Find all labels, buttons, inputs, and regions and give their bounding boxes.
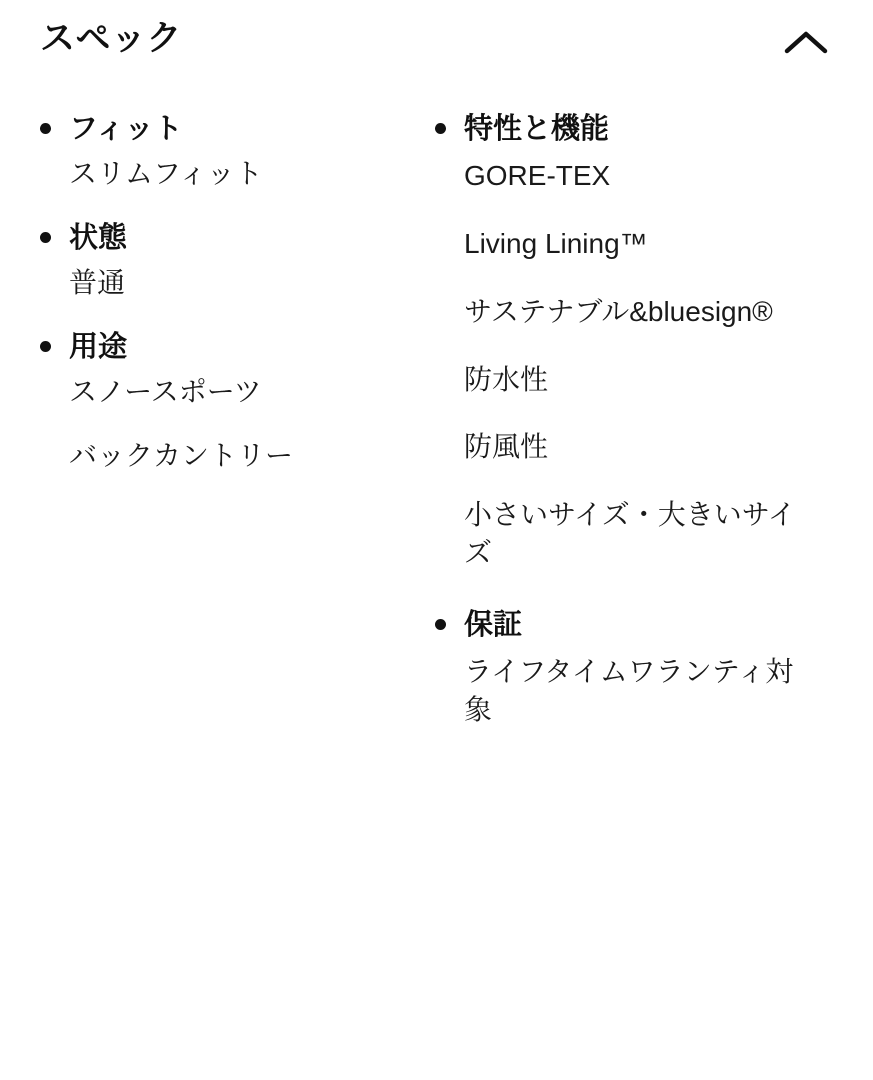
- spec-group-header: [40, 219, 425, 258]
- spec-group-values: [40, 373, 425, 475]
- spec-value: Living Lining™: [464, 227, 648, 259]
- spec-value: スリムフィット: [69, 158, 263, 190]
- spec-column-right: [435, 110, 833, 762]
- spec-section-header[interactable]: [40, 18, 833, 80]
- chevron-up-glyph: [784, 29, 828, 55]
- spec-value: ライフタイムワランティ対象: [464, 655, 794, 725]
- spec-group-values: [40, 264, 425, 302]
- spec-group-fit: [40, 110, 425, 193]
- spec-group-condition: [40, 219, 425, 302]
- spec-group-header: [40, 328, 425, 367]
- spec-group-values: [40, 155, 425, 193]
- bullet-icon: [40, 232, 51, 243]
- bullet-icon: [40, 341, 51, 352]
- spec-group-label: 状態: [69, 221, 128, 254]
- bullet-icon: [435, 619, 446, 630]
- spec-value: GORE-TEX: [464, 160, 611, 192]
- spec-value: バックカントリー: [69, 439, 294, 471]
- spec-group-values: [435, 157, 833, 572]
- spec-value: 普通: [69, 267, 126, 299]
- page-title: スペック: [40, 19, 183, 58]
- spec-value: 小さいサイズ・大きいサイズ: [464, 499, 796, 568]
- spec-group-header: [435, 110, 833, 149]
- chevron-up-icon[interactable]: [779, 22, 833, 62]
- spec-columns: [40, 110, 833, 762]
- bullet-icon: [40, 123, 51, 134]
- spec-group-label: 用途: [69, 330, 128, 363]
- spec-group-values: [435, 653, 833, 729]
- spec-group-warranty: [435, 606, 833, 729]
- spec-group-label: 保証: [464, 608, 523, 641]
- spec-group-label: 特性と機能: [464, 113, 610, 145]
- spec-value: サステナブル&bluesign®: [464, 295, 773, 327]
- bullet-icon: [435, 123, 446, 134]
- spec-group-label: フィット: [69, 113, 183, 145]
- spec-value: 防水性: [464, 363, 549, 395]
- spec-value: 防風性: [464, 431, 549, 463]
- spec-group-features: [435, 110, 833, 572]
- spec-group-header: [435, 606, 833, 645]
- spec-group-header: [40, 110, 425, 149]
- spec-value: スノースポーツ: [69, 376, 262, 408]
- spec-group-usage: [40, 328, 425, 475]
- spec-column-left: [40, 110, 435, 762]
